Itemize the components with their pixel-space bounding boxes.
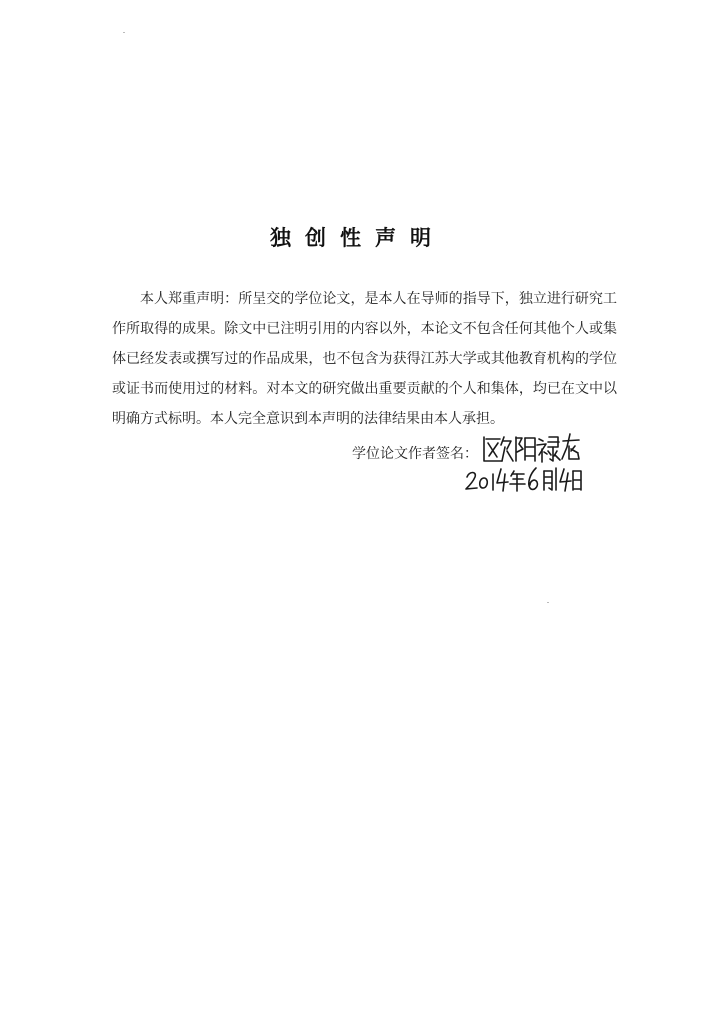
signature-block	[352, 437, 612, 497]
signature-label: 学位论文作者签名：	[352, 446, 478, 462]
handwritten-signature	[480, 431, 580, 465]
declaration-title: 独创性声明	[270, 226, 445, 250]
handwritten-date	[464, 463, 584, 493]
scan-speck	[123, 32, 125, 33]
scan-speck	[547, 602, 549, 603]
declaration-body: 本人郑重声明：所呈交的学位论文，是本人在导师的指导下，独立进行研究工作所取得的成果。除文中已注明引用的内容以外，本论文不包含任何其他个人或集体已经发表或撰写过的作品成果，也不包含为获得江苏大学或其他教育机构的学位或证书而使用过的材料。对本文的研究做出重要贡献的个人和集体，均已在文中以明确方式标明。本人完全意识到本声明的法律结果由本人承担。	[112, 291, 617, 427]
